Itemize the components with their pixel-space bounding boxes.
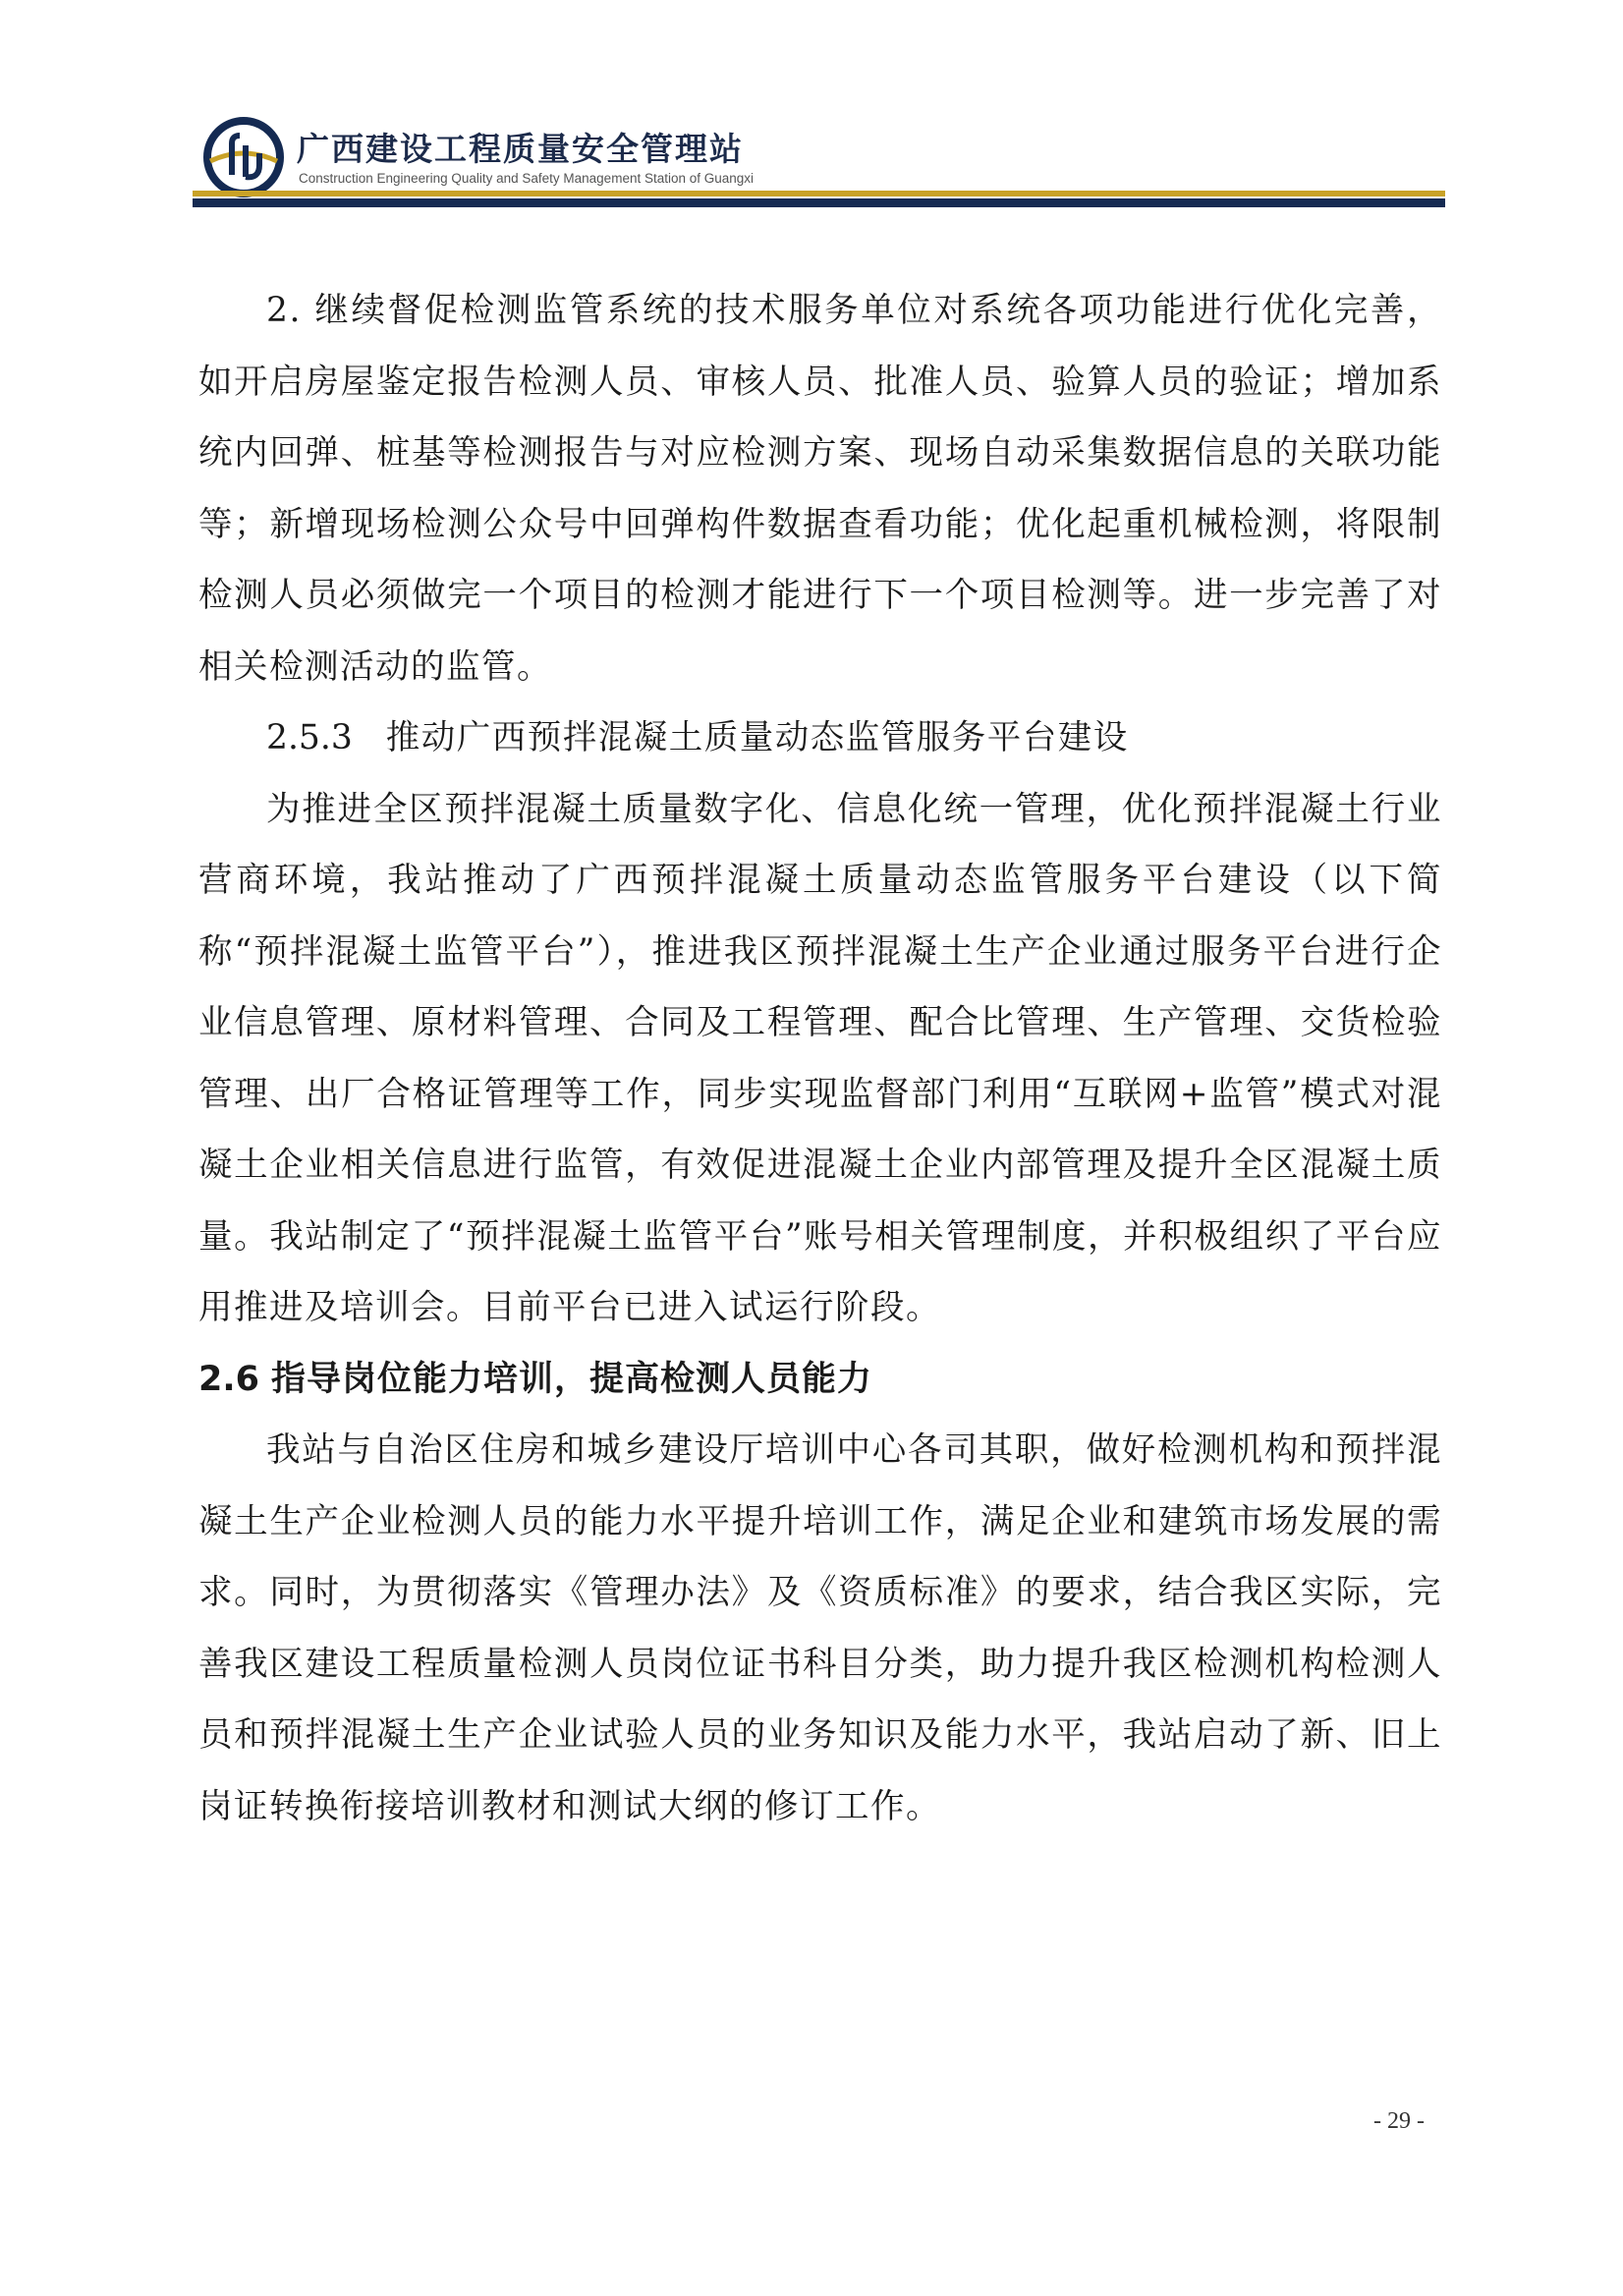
header-rule-navy <box>193 198 1445 207</box>
paragraph-concrete-platform: 为推进全区预拌混凝土质量数字化、信息化统一管理，优化预拌混凝土行业营商环境，我站推动了广西预拌混凝土质量动态监管服务平台建设（以下简称“预拌混凝土监管平台”），推进我区预拌混凝土生产企业通过服务平台进行企业信息管理、原材料管理、合同及工程管理、配合比管理、生产管理、交货检验管理、出厂合格证管理等工作，同步实现监督部门利用“互联网+监管”模式对混凝土企业相关信息进行监管，有效促进混凝土企业内部管理及提升全区混凝土质量。我站制定了“预拌混凝土监管平台”账号相关管理制度，并积极组织了平台应用推进及培训会。目前平台已进入试运行阶段。 <box>198 789 1442 1327</box>
paragraph-monitoring-system: 2. 继续督促检测监管系统的技术服务单位对系统各项功能进行优化完善，如开启房屋鉴定报告检测人员、审核人员、批准人员、验算人员的验证；增加系统内回弹、桩基等检测报告与对应检测方案、现场自动采集数据信息的关联功能等；新增现场检测公众号中回弹构件数据查看功能；优化起重机械检测，将限制检测人员必须做完一个项目的检测才能进行下一个项目检测等。进一步完善了对相关检测活动的监管。 <box>198 291 1442 687</box>
header-rule-gold <box>193 191 1445 196</box>
page-number: - 29 - <box>1373 2108 1425 2134</box>
section-title: 推动广西预拌混凝土质量动态监管服务平台建设 <box>385 718 1129 757</box>
organization-name-english: Construction Engineering Quality and Safety Management Station of Guangxi <box>299 171 755 186</box>
section-title: 指导岗位能力培训，提高检测人员能力 <box>271 1359 873 1399</box>
section-heading-2-6 <box>198 1344 1442 1416</box>
page-header <box>193 110 1445 208</box>
section-heading-2-5-3 <box>198 702 1442 774</box>
organization-name: 广西建设工程质量安全管理站 <box>297 130 744 168</box>
station-logo-icon <box>202 116 285 198</box>
section-number: 2.6 <box>198 1359 260 1399</box>
page-body <box>198 275 1442 1842</box>
section-number: 2.5.3 <box>266 718 353 757</box>
paragraph-training: 我站与自治区住房和城乡建设厅培训中心各司其职，做好检测机构和预拌混凝土生产企业检测人员的能力水平提升培训工作，满足企业和建筑市场发展的需求。同时，为贯彻落实《管理办法》及《资质标准》的要求，结合我区实际，完善我区建设工程质量检测人员岗位证书科目分类，助力提升我区检测机构检测人员和预拌混凝土生产企业试验人员的业务知识及能力水平，我站启动了新、旧上岗证转换衔接培训教材和测试大纲的修订工作。 <box>198 1430 1442 1826</box>
